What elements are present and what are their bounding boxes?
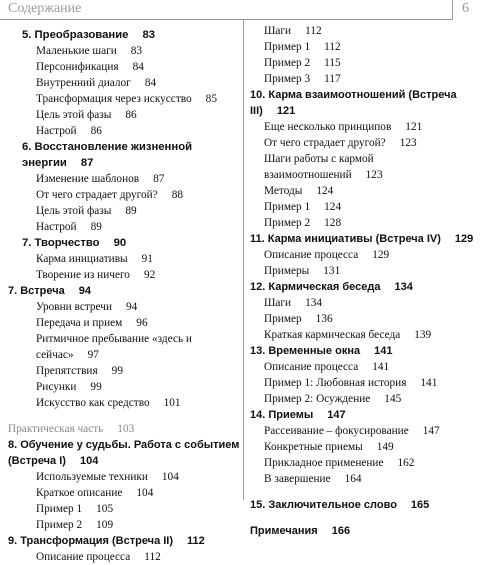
toc-entry-title: Пример 3 [264,73,311,85]
toc-entry-page: 141 [374,345,393,357]
toc-entry-page: 90 [113,237,127,249]
toc-entry-title: Шаги [264,297,292,309]
toc-entry-page: 145 [384,393,402,405]
toc-entry[interactable] [8,235,240,251]
toc-entry-page: 89 [90,221,102,233]
toc-entry-page: 121 [276,105,296,117]
toc-entry-page: 85 [205,93,217,105]
toc-entry[interactable] [8,421,240,437]
toc-entry-page: 104 [136,487,154,499]
toc-entry-title: Передача и прием [36,317,123,329]
toc-entry[interactable] [8,485,240,501]
toc-entry[interactable] [250,471,488,487]
toc-entry-page: 87 [153,173,165,185]
toc-spacer [250,513,488,523]
toc-entry[interactable] [8,187,240,203]
toc-entry-title: Настрой [36,221,77,233]
toc-entry-title: 14. Приемы [250,409,314,421]
toc-entry-title: Персонификация [36,61,119,73]
toc-entry-page: 94 [126,301,138,313]
toc-entry[interactable] [8,469,240,485]
toc-entry[interactable] [250,343,488,359]
toc-entry[interactable] [8,363,240,379]
toc-entry-title: Рисунки [36,381,77,393]
toc-entry-page: 87 [80,157,94,169]
toc-entry-title: Шаги [264,25,292,37]
toc-entry-page: 134 [305,297,323,309]
toc-entry-title: Краткое описание [36,487,123,499]
toc-entry[interactable] [250,183,488,199]
page-number: 6 [462,1,469,16]
toc-entry[interactable] [8,203,240,219]
toc-entry-title: Пример 1 [36,503,83,515]
toc-entry-page: 83 [142,29,156,41]
toc-entry-page: 101 [163,397,181,409]
toc-entry-title: Уровни встречи [36,301,113,313]
toc-entry[interactable] [250,199,488,215]
toc-entry[interactable] [250,455,488,471]
toc-entry-title: 10. Карма взаимоотношений (Встреча III) [250,89,457,117]
toc-entry[interactable] [250,215,488,231]
toc-entry[interactable] [250,135,488,151]
toc-entry-page: 147 [422,425,440,437]
toc-entry-title: Описание процесса [264,249,359,261]
page-header [0,0,500,20]
toc-entry-page: 104 [79,455,99,467]
toc-entry-title: Настрой [36,125,77,137]
toc-entry[interactable] [8,75,240,91]
toc-entry[interactable] [8,299,240,315]
toc-entry-title: Описание процесса [36,551,131,563]
toc-entry-page: 115 [324,57,341,69]
toc-entry[interactable] [8,533,240,549]
toc-entry-page: 112 [144,551,161,563]
toc-entry-page: 86 [125,109,137,121]
toc-entry[interactable] [8,549,240,565]
toc-entry-title: От чего страдает другой? [264,137,386,149]
toc-entry-title: Пример [264,313,302,325]
toc-entry-title: Пример 2 [36,519,83,531]
toc-entry-title: 5. Преобразование [22,29,129,41]
header-title: Содержание [8,1,82,16]
toc-entry-title: 8. Обучение у судьбы. Работа с событием (Встреча I) [8,439,240,467]
toc-entry-title: Цель этой фазы [36,109,112,121]
toc-entry[interactable] [8,27,240,43]
toc-entry-title: Препятствия [36,365,98,377]
column-divider [243,20,244,500]
toc-entry-page: 99 [90,381,102,393]
toc-entry-page: 129 [454,233,474,245]
toc-entry[interactable] [250,119,488,135]
toc-entry-page: 91 [141,253,153,265]
toc-entry-title: Пример 2 [264,57,311,69]
toc-entry-page: 97 [87,349,99,361]
toc-entry-page: 112 [305,25,322,37]
toc-entry-page: 104 [161,471,179,483]
toc-entry-page: 123 [365,169,383,181]
toc-entry[interactable] [8,219,240,235]
toc-entry[interactable] [250,391,488,407]
toc-entry[interactable] [250,439,488,455]
toc-entry-page: 88 [171,189,183,201]
toc-entry-title: Трансформация через искусство [36,93,192,105]
toc-entry-page: 94 [78,285,91,297]
toc-entry-title: 12. Кармическая беседа [250,281,381,293]
toc-entry[interactable] [250,375,488,391]
toc-entry[interactable] [8,171,240,187]
toc-entry[interactable] [250,497,488,513]
toc-entry[interactable] [250,359,488,375]
toc-entry-page: 105 [96,503,114,515]
toc-spacer [250,487,488,497]
toc-entry[interactable] [8,139,240,171]
toc-entry-title: Примечания [250,525,318,537]
header-divider [452,0,453,20]
toc-entry[interactable] [8,283,240,299]
toc-entry-title: 6. Восстановление жизненной энергии [22,141,193,169]
toc-entry[interactable] [8,91,240,107]
toc-entry-page: 165 [410,499,430,511]
toc-entry-title: Примеры [264,265,310,277]
toc-entry-title: Рассеивание – фокусирование [264,425,409,437]
toc-entry-page: 112 [187,535,205,547]
toc-entry-page: 134 [394,281,413,293]
toc-entry[interactable] [250,295,488,311]
toc-entry-title: 7. Творчество [22,237,100,249]
toc-entry-page: 162 [397,457,415,469]
toc-entry-title: 11. Карма инициативы (Встреча IV) [250,233,441,245]
toc-entry[interactable] [250,423,488,439]
toc-entry-page: 96 [136,317,148,329]
toc-entry-title: Изменение шаблонов [36,173,140,185]
toc-entry-title: Маленькие шаги [36,45,117,57]
toc-entry[interactable] [8,251,240,267]
toc-entry-page: 83 [130,45,143,57]
toc-entry[interactable] [250,327,488,343]
toc-entry[interactable] [8,501,240,517]
toc-entry-page: 92 [143,269,156,281]
toc-entry[interactable] [8,437,240,469]
toc-entry[interactable] [8,315,240,331]
toc-entry[interactable] [8,43,240,59]
toc-entry-page: 124 [316,185,334,197]
toc-entry-title: Пример 1 [264,201,311,213]
toc-entry-title: Практическая часть [8,423,104,435]
toc-entry-title: Карма инициативы [36,253,128,265]
toc-entry-title: От чего страдает другой? [36,189,158,201]
toc-entry-page: 123 [399,137,417,149]
toc-right-column [250,23,488,539]
toc-entry-title: В завершение [264,473,331,485]
toc-entry-page: 84 [144,77,157,89]
toc-entry[interactable] [250,407,488,423]
toc-entry[interactable] [8,59,240,75]
toc-entry[interactable] [250,23,488,39]
toc-entry-page: 129 [372,249,390,261]
toc-entry[interactable] [8,395,240,411]
toc-entry[interactable] [250,55,488,71]
toc-entry[interactable] [250,151,488,183]
toc-entry-page: 139 [414,329,432,341]
toc-entry-page: 149 [376,441,394,453]
toc-entry[interactable] [250,523,488,539]
toc-entry-title: Пример 2 [264,217,311,229]
toc-entry[interactable] [250,87,488,119]
toc-entry-title: Искусство как средство [36,397,150,409]
toc-entry-title: Пример 1: Любовная история [264,377,407,389]
toc-entry[interactable] [8,107,240,123]
toc-entry-title: Цель этой фазы [36,205,112,217]
toc-entry-page: 136 [315,313,333,325]
toc-entry[interactable] [8,267,240,283]
toc-entry[interactable] [250,311,488,327]
toc-entry-page: 99 [111,365,123,377]
toc-entry-page: 141 [420,377,438,389]
toc-entry-page: 89 [125,205,137,217]
toc-entry-title: Описание процесса [264,361,359,373]
toc-entry-title: Творение из ничего [36,269,130,281]
toc-entry[interactable] [8,123,240,139]
toc-entry-page: 141 [372,361,390,373]
toc-entry-title: 15. Заключительное слово [250,499,397,511]
toc-entry-page: 84 [132,61,144,73]
toc-entry[interactable] [250,279,488,295]
toc-entry-page: 131 [323,265,341,277]
toc-entry-page: 121 [405,121,423,133]
toc-entry[interactable] [250,39,488,55]
toc-entry-title: Методы [264,185,303,197]
toc-entry-title: Внутренний диалог [36,77,131,89]
toc-entry-title: Краткая кармическая беседа [264,329,401,341]
toc-entry-page: 124 [324,201,342,213]
toc-entry[interactable] [8,379,240,395]
toc-entry-page: 86 [90,125,102,137]
toc-entry[interactable] [250,247,488,263]
toc-entry-page: 164 [344,473,362,485]
toc-entry-title: Используемые техники [36,471,148,483]
header-rule [0,19,452,20]
toc-entry-title: 7. Встреча [8,285,65,297]
toc-entry-title: Конкретные приемы [264,441,363,453]
toc-entry-page: 166 [331,525,351,537]
toc-entry[interactable] [8,331,240,363]
toc-entry-title: Пример 2: Осуждение [264,393,371,405]
toc-entry-title: Пример 1 [264,41,311,53]
toc-entry[interactable] [250,263,488,279]
toc-entry-title: Прикладное применение [264,457,384,469]
toc-entry[interactable] [250,71,488,87]
toc-entry-title: Шаги работы с кармой взаимоотношений [264,153,374,181]
toc-entry-title: 9. Трансформация (Встреча II) [8,535,174,547]
toc-entry-title: 13. Временные окна [250,345,361,357]
toc-left-column [8,27,240,565]
toc-entry-page: 112 [324,41,341,53]
toc-entry[interactable] [8,517,240,533]
toc-entry-title: Еще несколько принципов [264,121,392,133]
toc-entry-page: 117 [324,73,341,85]
toc-entry-page: 128 [324,217,342,229]
toc-entry-page: 147 [327,409,346,421]
toc-spacer [8,411,240,421]
toc-entry-title: Ритмичное пребывание «здесь и сейчас» [36,333,192,361]
toc-entry-page: 103 [117,423,135,435]
toc-entry[interactable] [250,231,488,247]
toc-entry-page: 109 [96,519,114,531]
